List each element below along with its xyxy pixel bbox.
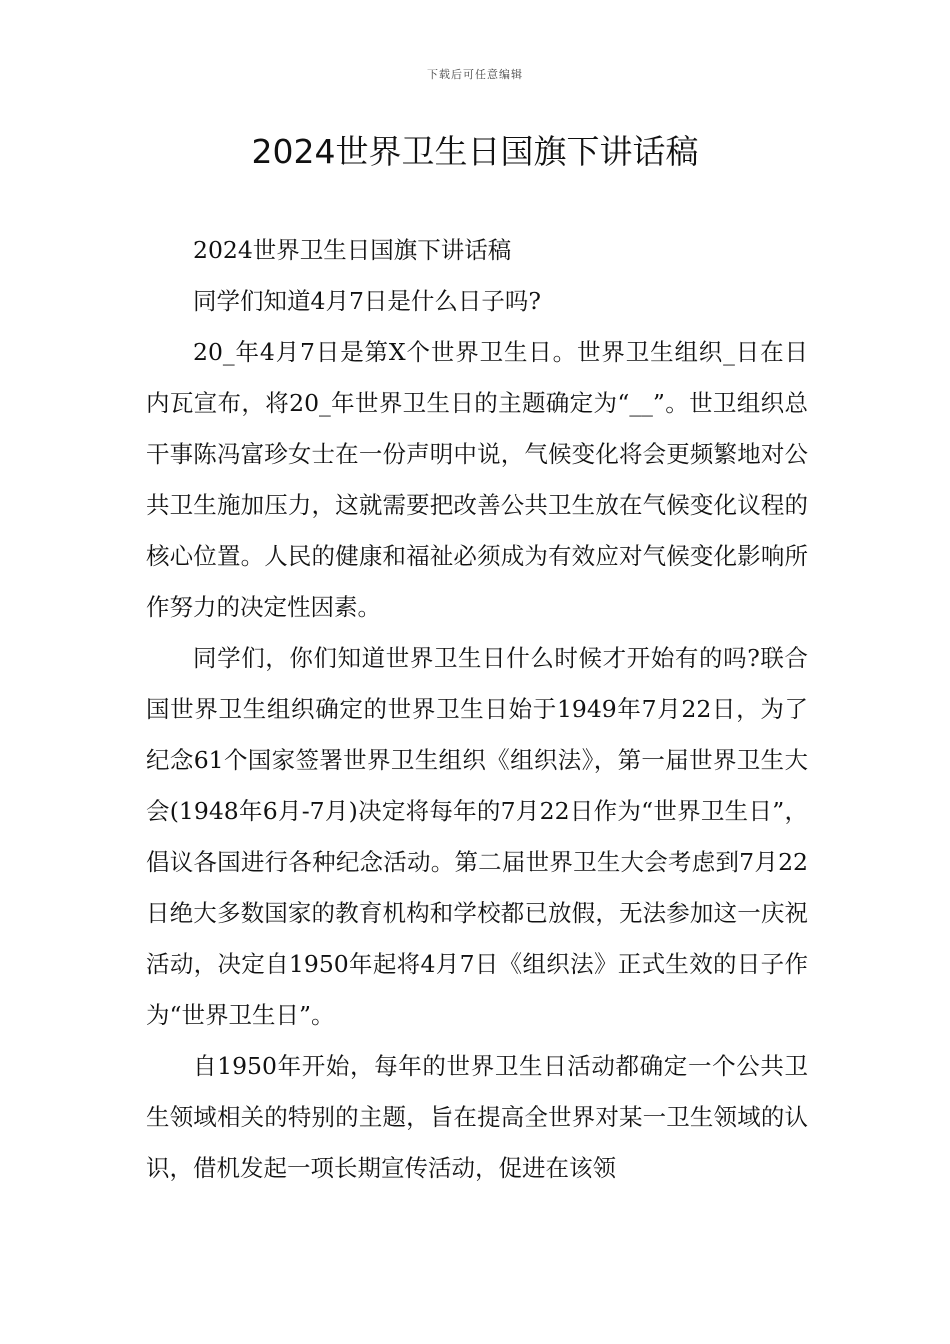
paragraph-theme: 20_年4月7日是第X个世界卫生日。世界卫生组织_日在日内瓦宣布，将20_年世界卫生日的主题确定为“__”。世卫组织总干事陈冯富珍女士在一份声明中说，气候变化将会更频繁地对公共卫生施加压力，这就需要把改善公共卫生放在气候变化议程的核心位置。人民的健康和福祉必须成为有效应对气候变化影响所作努力的决定性因素。 <box>146 338 808 621</box>
document-body <box>146 225 808 1194</box>
paragraph-question: 同学们知道4月7日是什么日子吗? <box>193 287 542 315</box>
paragraph-subtitle: 2024世界卫生日国旗下讲话稿 <box>193 236 512 264</box>
paragraph-annual-theme: 自1950年开始，每年的世界卫生日活动都确定一个公共卫生领域相关的特别的主题，旨在提高全世界对某一卫生领域的认识，借机发起一项长期宣传活动，促进在该领 <box>146 1052 808 1182</box>
document-title: 2024世界卫生日国旗下讲话稿 <box>251 132 699 171</box>
header-note: 下载后可任意编辑 <box>427 68 523 81</box>
paragraph-history: 同学们，你们知道世界卫生日什么时候才开始有的吗?联合国世界卫生组织确定的世界卫生日始于1949年7月22日，为了纪念61个国家签署世界卫生组织《组织法》，第一届世界卫生大会(1948年6月-7月)决定将每年的7月22日作为“世界卫生日”，倡议各国进行各种纪念活动。第二届世界卫生大会考虑到7月22日绝大多数国家的教育机构和学校都已放假，无法参加这一庆祝活动，决定自1950年起将4月7日《组织法》正式生效的日子作为“世界卫生日”。 <box>146 644 808 1029</box>
